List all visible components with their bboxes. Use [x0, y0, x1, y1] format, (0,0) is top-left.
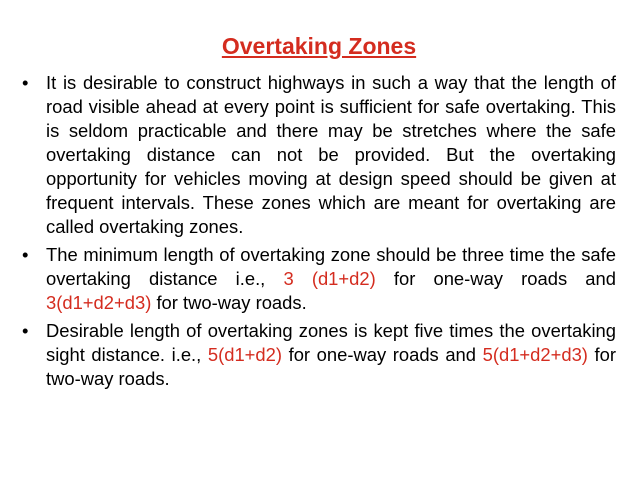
bullet-text: for two-way roads.: [151, 292, 307, 313]
formula-one-way-desirable: 5(d1+d2): [207, 344, 282, 365]
bullet-dot-icon: •: [22, 244, 29, 265]
bullet-text: The minimum length of overtaking zone should be three time the safe overtaking distance i.e.,: [46, 244, 616, 289]
bullet-text: for one-way roads and: [375, 268, 616, 289]
bullet-text: It is desirable to construct highways in such a way that the length of road visible ahead at every point is sufficient for safe overtaking. This is seldom practicable and there may be stretches where the safe overtaking distance can not be provided. But the overtaking opportunity for vehicles moving at design speed should be given at frequent intervals. These zones which are meant for overtaking are called overtaking zones.: [46, 72, 616, 237]
formula-two-way-desirable: 5(d1+d2+d3): [482, 344, 588, 365]
bullet-text: Desirable length of overtaking zones is kept five times the overtaking sight distance. i.e.,: [46, 320, 616, 365]
formula-one-way-minimum: 3 (d1+d2): [283, 268, 376, 289]
bullet-dot-icon: •: [22, 320, 29, 341]
bullet-item: [20, 319, 616, 391]
bullet-item: [20, 71, 616, 239]
slide-title: Overtaking Zones: [221, 33, 417, 59]
bullet-dot-icon: •: [22, 72, 29, 93]
formula-two-way-minimum: 3(d1+d2+d3): [46, 292, 152, 313]
bullet-list: [20, 71, 616, 395]
bullet-text: for one-way roads and: [282, 344, 483, 365]
bullet-item: [20, 243, 616, 315]
bullet-text: for two-way roads.: [46, 344, 616, 389]
